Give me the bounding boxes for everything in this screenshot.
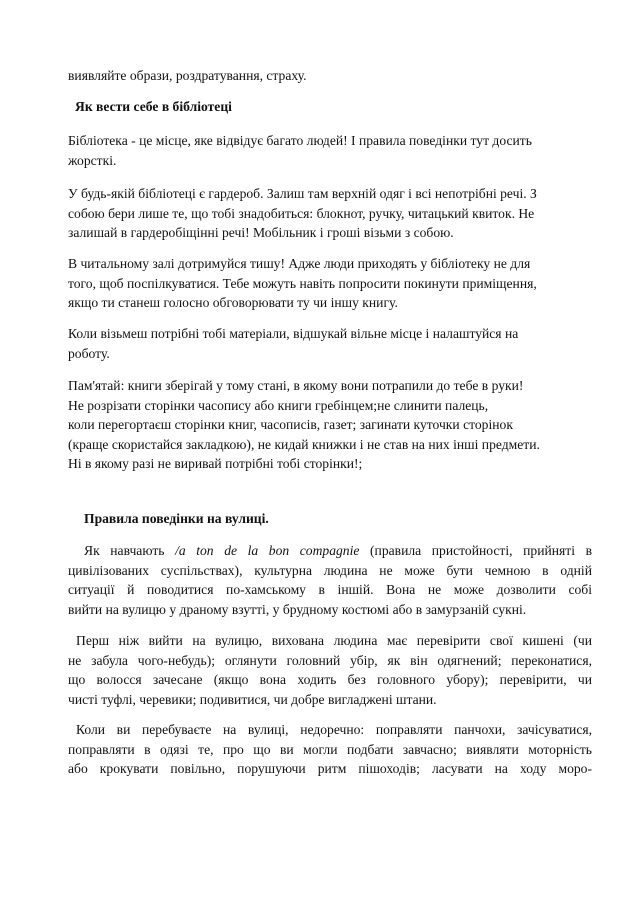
text-line: Коли візьмеш потрібні тобі матеріали, відшукай вільне місце і налаштуйся на: [68, 326, 519, 341]
text-line: чисті туфлі, черевики; подивитися, чи добре вигладжені штани.: [68, 691, 437, 707]
text-line: (краще скористайся закладкою), не кидай книжки і не став на них інші предмети.: [68, 436, 540, 452]
library-paragraph-5: [68, 376, 592, 474]
street-paragraph-2: [68, 631, 592, 709]
text-line: коли перегортаєш сторінки книг, часописів, газет; загинати куточки сторінок: [68, 417, 513, 432]
library-heading: Як вести себе в бібліотеці: [75, 99, 232, 114]
text-line: Перш ніж вийти на вулицю, вихована людина має перевірити свої кишені (чи: [76, 633, 592, 648]
text-line: поправляти в одязі те, про що ви могли подбати завчасно; виявляти моторність: [68, 741, 592, 757]
italic-phrase: /a ton de la bon compagnie: [175, 543, 360, 558]
text-line: Коли ви перебуваєте на вулиці, недоречно: поправляти панчохи, зачісуватися,: [76, 722, 592, 737]
library-paragraph-1: [68, 131, 592, 170]
library-paragraph-4: [68, 324, 592, 363]
text-line: якщо ти станеш голосно обговорювати ту чи іншу книгу.: [68, 295, 398, 310]
intro-line: виявляйте образи, роздратування, страху.: [68, 68, 307, 83]
text-line: роботу.: [68, 345, 110, 361]
text-line: Пам'ятай: книги зберігай у тому стані, в якому вони потрапили до тебе в руки!: [68, 378, 524, 393]
street-paragraph-1: [68, 541, 592, 619]
street-paragraph-1-first-line: [68, 541, 592, 561]
text-line: або крокувати повільно, порушуючи ритм пішоходів; ласувати на ходу моро-: [68, 761, 592, 776]
library-paragraph-2: [68, 184, 592, 243]
text-line: залишай в гардеробіщінні речі! Мобільник і гроші візьми з собою.: [68, 225, 454, 240]
text-line: Ні в якому разі не виривай потрібні тобі сторінки!;: [68, 456, 363, 471]
text-run: Як навчають: [84, 543, 176, 558]
text-line: не забула чого-небудь); оглянути головний убір, як він одягнений; переконатися,: [68, 652, 592, 668]
text-line: собою бери лише те, що тобі знадобиться: блокнот, ручку, читацький квиток. Не: [68, 205, 535, 221]
text-line: вийти на вулицю у драному взутті, у брудному костюмі або в замурзаній сукні.: [68, 601, 527, 617]
street-heading: Правила поведінки на вулиці.: [84, 511, 269, 526]
text-line: Не розрізати сторінки часопису або книги гребінцем;не слинити палець,: [68, 397, 489, 413]
text-run: (правила пристойності, прийняті в: [359, 543, 592, 558]
text-line: В читальному залі дотримуйся тишу! Адже люди приходять у бібліотеку не для: [68, 256, 531, 271]
text-line: ситуації й поводитися по-хамському в іншій. Вона не може дозволити собі: [68, 582, 592, 597]
text-line: У будь-якій бібліотеці є гардероб. Залиш там верхній одяг і всі непотрібні речі. З: [68, 186, 537, 201]
text-line: Бібліотека - це місце, яке відвідує багато людей! І правила поведінки тут досить: [68, 133, 532, 148]
text-line: цивілізованих суспільствах), культурна людина не може бути чемною в одній: [68, 562, 592, 578]
text-line: що волосся зачесане (якщо вона ходить без головного убору); перевірити, чи: [68, 672, 592, 687]
street-paragraph-3: [68, 720, 592, 779]
text-line: жорсткі.: [68, 152, 117, 168]
library-paragraph-3: [68, 254, 592, 313]
text-line: того, щоб поспілкуватися. Тебе можуть навіть попросити покинути приміщення,: [68, 275, 537, 291]
